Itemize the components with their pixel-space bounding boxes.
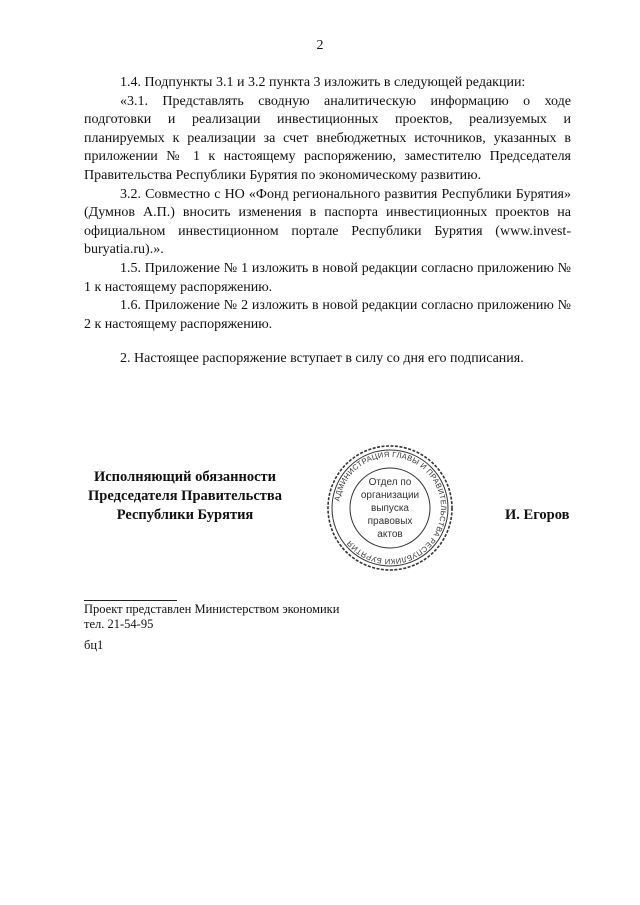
stamp-ring-text: АДМИНИСТРАЦИЯ ГЛАВЫ И ПРАВИТЕЛЬСТВА РЕСПУБЛИКИ БУРЯТИЯ — [332, 449, 449, 567]
page-number: 2 — [316, 38, 324, 53]
paragraph-3-2: 3.2. Совместно с НО «Фонд регионального развития Республики Бурятия» (Думнов А.П.) вносить изменения в паспорта инвестиционных проектов на официальном инвестиционном портале Республики Бурятия (www.invest-buryatia.ru).». — [84, 186, 571, 258]
signatory-name: И. Егоров — [505, 507, 570, 523]
stamp-center-line: Отдел по — [368, 477, 412, 488]
footer-phone: тел. 21-54-95 — [84, 617, 154, 631]
stamp-center-line: актов — [377, 529, 403, 540]
signatory-title-line: Исполняющий обязанности — [93, 469, 277, 485]
paragraph-1-5: 1.5. Приложение № 1 изложить в новой редакции согласно приложению № 1 к настоящему распоряжению. — [84, 260, 571, 295]
footer-initials: бц1 — [84, 638, 104, 652]
paragraph-3-1: «3.1. Представлять сводную аналитическую информацию о ходе подготовки и реализации инвестиционных проектов, реализуемых и планируемых к реализации за счет внебюджетных источников, указанных в приложении № 1 к настоящему распоряжению, заместителю Председателя Правительства Республики Бурятия по экономическому развитию. — [84, 93, 571, 183]
signatory-title-line: Республики Бурятия — [116, 507, 254, 523]
stamp-center-line: правовых — [367, 516, 413, 527]
footer-submitted-by: Проект представлен Министерством экономики — [84, 602, 340, 616]
footer-note — [84, 602, 339, 653]
stamp-center-line: организации — [360, 490, 420, 501]
footer-divider — [84, 600, 177, 601]
signatory-title — [70, 468, 300, 525]
document-body — [84, 74, 571, 369]
paragraph-2: 2. Настоящее распоряжение вступает в силу со дня его подписания. — [120, 351, 524, 367]
official-stamp — [325, 443, 455, 573]
paragraph-1-4: 1.4. Подпункты 3.1 и 3.2 пункта 3 изложить в следующей редакции: — [120, 75, 526, 90]
paragraph-1-6: 1.6. Приложение № 2 изложить в новой редакции согласно приложению № 2 к настоящему распоряжению. — [84, 298, 571, 332]
stamp-center-line: выпуска — [371, 503, 409, 514]
signatory-title-line: Председателя Правительства — [88, 488, 282, 504]
